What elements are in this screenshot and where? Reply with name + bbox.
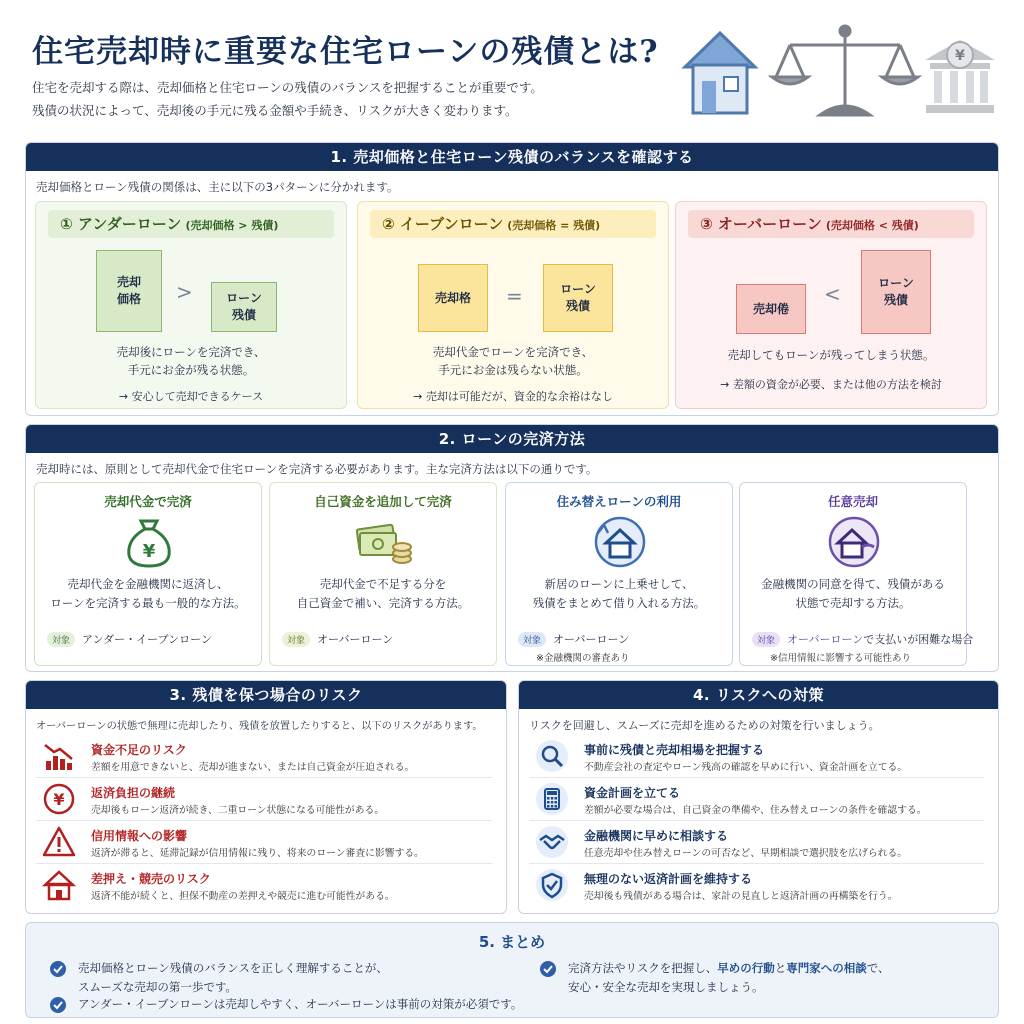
method-desc-2: ローンを完済する最も一般的な方法。 (50, 596, 246, 610)
pattern-under-loan (35, 201, 347, 409)
list-item (529, 735, 984, 778)
check-circle-icon (50, 961, 66, 977)
section-4-title: 4. リスクへの対策 (519, 681, 998, 709)
list-item (36, 778, 492, 821)
loan-balance-box: ローン 残債 (211, 282, 277, 332)
less-than-sign: < (824, 282, 841, 306)
target-tag: 対象 (282, 632, 310, 647)
equal-sign: = (506, 284, 523, 308)
list-item (529, 778, 984, 821)
loan-balance-box: ローン 残債 (861, 250, 931, 334)
target-tag: 対象 (518, 632, 546, 647)
summary-highlight-action: 早めの行動 (717, 961, 775, 975)
section-2-intro: 売却時には、原則として売却代金で住宅ローンを完済する必要があります。主な完済方法は以下の通りです。 (36, 462, 598, 476)
risk-desc: 差額を用意できないと、売却が進まない、または自己資金が圧迫される。 (91, 762, 415, 773)
pattern-name: ① アンダーローン (60, 215, 182, 233)
section-3-intro: オーバーローンの状態で無理に売却したり、残債を放置したりすると、以下のリスクがあります。 (36, 721, 483, 732)
pattern-desc-2: 手元にお金が残る状態。 (127, 363, 255, 377)
method-target: アンダー・イーブンローン (82, 633, 212, 646)
pattern-even-loan (357, 201, 669, 409)
method-target: オーバーローン (553, 633, 630, 646)
method-own-funds (269, 482, 497, 666)
risk-list (36, 735, 492, 907)
summary-text: アンダー・イーブンローンは売却しやすく、オーバーローンは事前の対策が必須です。 (78, 997, 523, 1011)
risk-title: 差押え・競売のリスク (91, 872, 211, 886)
svg-text:¥: ¥ (53, 790, 65, 809)
pattern-desc-1: 売却してもローンが残ってしまう状態。 (727, 348, 935, 362)
summary-point-3 (540, 959, 980, 999)
method-desc-2: 残債をまとめて借り入れる方法。 (532, 596, 706, 610)
declining-chart-icon (42, 739, 76, 773)
section-4-intro: リスクを回避し、スムーズに売却を進めるための対策を行いましょう。 (529, 719, 880, 732)
risk-desc: 売却後もローン返済が続き、二重ローン状態になる可能性がある。 (91, 805, 385, 816)
scale-icon (772, 26, 918, 115)
list-item (529, 864, 984, 907)
list-item (36, 821, 492, 864)
hero-illustration (680, 15, 1000, 125)
pattern-note: → 安心して売却できるケース (118, 390, 264, 403)
check-circle-icon (540, 961, 556, 977)
section-repayment (25, 424, 999, 672)
risk-desc: 返済不能が続くと、担保不動産の差押えや競売に進む可能性がある。 (91, 891, 395, 902)
summary-text: スムーズな売却の第一歩です。 (78, 980, 237, 994)
method-desc-1: 売却代金で不足する分を (319, 577, 447, 591)
loan-balance-box: ローン 残債 (543, 264, 613, 332)
method-desc-2: 自己資金で補い、完済する方法。 (296, 596, 470, 610)
summary-text: と (774, 961, 787, 975)
pattern-over-loan (675, 201, 987, 409)
lead-text-2: 残債の状況によって、売却後の手元に残る金額や手続き、リスクが大きく変わります。 (32, 103, 518, 118)
method-title: 任意売却 (827, 494, 878, 509)
method-target: オーバーローン (317, 633, 394, 646)
summary-point-1 (50, 959, 510, 999)
section-2-title: 2. ローンの完済方法 (26, 425, 998, 453)
countermeasure-title: 資金計画を立てる (584, 786, 681, 800)
money-bag-icon (119, 513, 179, 569)
countermeasure-desc: 差額が必要な場合は、自己資金の準備や、住み替えローンの条件を確認する。 (584, 805, 927, 816)
countermeasure-desc: 不動産会社の査定やローン残高の確認を早めに行い、資金計画を立てる。 (584, 762, 908, 773)
summary-text: 安心・安全な売却を実現しましょう。 (568, 980, 764, 994)
risk-title: 返済負担の継続 (91, 786, 176, 800)
coin-symbol: ¥ (955, 48, 965, 64)
method-desc-1: 新居のローンに上乗せして、 (544, 577, 694, 591)
risk-title: 信用情報への影響 (91, 829, 188, 843)
method-title: 売却代金で完済 (104, 494, 192, 509)
target-tag: 対象 (752, 632, 780, 647)
pattern-name: ② イーブンローン (382, 215, 504, 233)
summary-point-2 (50, 995, 570, 1015)
list-item (36, 864, 492, 907)
house-exchange-icon (590, 513, 650, 569)
countermeasure-title: 金融機関に早めに相談する (584, 829, 729, 843)
sale-price-box: 売却格 (418, 264, 488, 332)
method-sub-note: ※金融機関の審査あり (536, 653, 630, 664)
pattern-note: → 差額の資金が必要、または他の方法を検討 (720, 378, 942, 391)
summary-text: 完済方法やリスクを把握し、 (568, 961, 718, 975)
method-desc-2: 状態で売却する方法。 (795, 596, 911, 610)
countermeasure-title: 無理のない返済計画を維持する (584, 872, 753, 886)
yen-coin-icon (42, 782, 76, 816)
summary-text: 売却価格とローン残債のバランスを正しく理解することが、 (78, 961, 388, 975)
summary-text: で、 (866, 961, 890, 975)
house-handshake-icon (824, 513, 884, 569)
method-target-highlight: オーバーローン (787, 633, 864, 646)
section-1-intro: 売却価格とローン残債の関係は、主に以下の3パターンに分かれます。 (36, 180, 399, 194)
calculator-icon (535, 782, 569, 816)
lead-text-1: 住宅を売却する際は、売却価格と住宅ローンの残債のバランスを把握することが重要です。 (32, 80, 543, 95)
countermeasure-title: 事前に残債と売却相場を把握する (584, 743, 765, 757)
section-3-title: 3. 残債を保つ場合のリスク (26, 681, 506, 709)
shield-check-icon (535, 868, 569, 902)
method-sub-note: ※信用情報に影響する可能性あり (770, 653, 911, 664)
method-voluntary-sale (739, 482, 974, 666)
house-icon (42, 868, 76, 902)
section-risks (25, 680, 507, 914)
check-circle-icon (50, 997, 66, 1013)
method-sale-proceeds (34, 482, 262, 666)
pattern-condition: (売却価格 < 残債) (825, 219, 919, 232)
pattern-name: ③ オーバーローン (700, 215, 822, 233)
sale-price-box: 売却倦 (736, 284, 806, 334)
sale-price-box: 売却 価格 (96, 250, 162, 332)
section-1-title: 1. 売却価格と住宅ローン残債のバランスを確認する (26, 143, 998, 171)
cash-and-coins-icon (354, 513, 414, 569)
bank-icon (925, 40, 995, 113)
countermeasure-desc: 売却後も残債がある場合は、家計の見直しと返済計画の再構築を行う。 (584, 891, 898, 902)
section-balance (25, 142, 999, 416)
pattern-desc-1: 売却後にローンを完済でき、 (116, 345, 266, 359)
section-5-title: 5. まとめ (478, 933, 546, 951)
method-title: 住み替えローンの利用 (556, 494, 682, 509)
section-summary (25, 922, 999, 1018)
method-target-rest: で支払いが困難な場合 (863, 633, 974, 646)
method-title: 自己資金を追加して完済 (314, 494, 452, 509)
risk-title: 資金不足のリスク (91, 743, 187, 757)
pattern-condition: (売却価格 = 残債) (507, 219, 601, 232)
pattern-desc-1: 売却代金でローンを完済でき、 (432, 345, 594, 359)
countermeasure-list (529, 735, 984, 907)
summary-highlight-expert: 専門家への相談 (786, 961, 867, 975)
list-item (36, 735, 492, 778)
svg-text:¥: ¥ (142, 541, 156, 562)
method-relocation-loan (505, 482, 733, 666)
search-icon (535, 739, 569, 773)
handshake-icon (535, 825, 569, 859)
target-tag: 対象 (47, 632, 75, 647)
method-desc-1: 売却代金を金融機関に返済し、 (67, 577, 229, 591)
method-desc-1: 金融機関の同意を得て、残債がある (761, 577, 945, 591)
warning-icon (42, 825, 76, 859)
house-icon (685, 33, 755, 113)
pattern-condition: (売却価格 > 残債) (185, 219, 279, 232)
section-countermeasures (518, 680, 999, 914)
pattern-note: → 売却は可能だが、資金的な余裕はなし (413, 390, 613, 403)
countermeasure-desc: 任意売却や住み替えローンの可否など、早期相談で選択肢を広げられる。 (584, 848, 908, 859)
risk-desc: 返済が滞ると、延滞記録が信用情報に残り、将来のローン審査に影響する。 (91, 848, 424, 859)
page-header (0, 0, 1024, 140)
greater-than-sign: > (176, 280, 193, 304)
page-title: 住宅売却時に重要な住宅ローンの残債とは? (32, 34, 659, 70)
pattern-desc-2: 手元にお金は残らない状態。 (438, 363, 588, 377)
list-item (529, 821, 984, 864)
